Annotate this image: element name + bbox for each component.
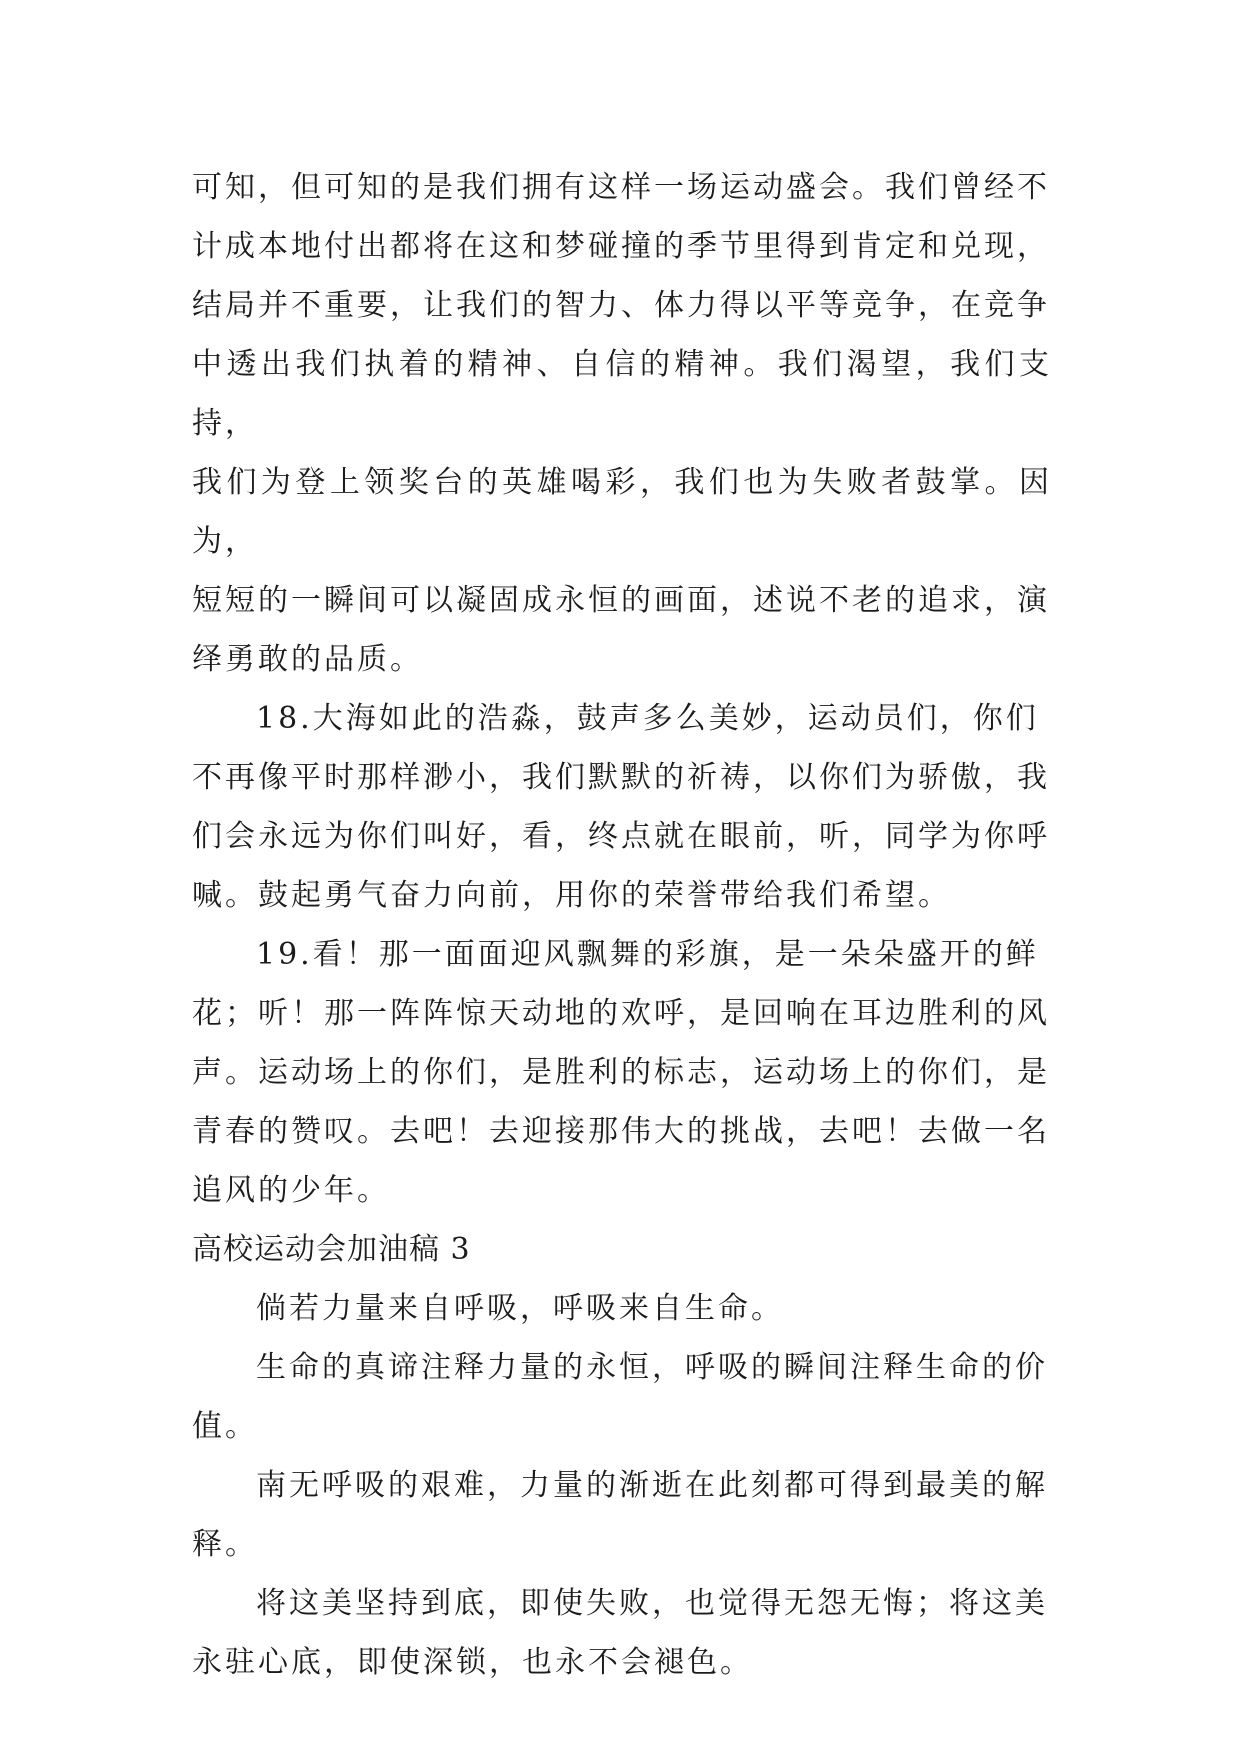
text-line: 花；听！那一阵阵惊天动地的欢呼，是回响在耳边胜利的风 xyxy=(192,996,1050,1031)
text-line: 计成本地付出都将在这和梦碰撞的季节里得到肯定和兑现， xyxy=(192,229,1050,264)
text-line: 喊。鼓起勇气奋力向前，用你的荣誉带给我们希望。 xyxy=(192,878,951,913)
text-line: 结局并不重要，让我们的智力、体力得以平等竞争，在竞争 xyxy=(192,288,1050,323)
paragraph-18 xyxy=(192,689,1052,925)
text-line: 中透出我们执着的精神、自信的精神。我们渴望，我们支持， xyxy=(192,347,1052,441)
text-line: 青春的赞叹。去吧！去迎接那伟大的挑战，去吧！去做一名 xyxy=(192,1114,1050,1149)
text-line: 倘若力量来自呼吸，呼吸来自生命。 xyxy=(256,1291,784,1326)
text-line: 短短的一瞬间可以凝固成永恒的画面，述说不老的追求，演 xyxy=(192,583,1050,618)
text-line: 生命的真谛注释力量的永恒，呼吸的瞬间注释生命的价 xyxy=(256,1350,1048,1385)
text-line: 将这美坚持到底，即使失败，也觉得无怨无悔；将这美 xyxy=(256,1586,1048,1621)
document-body xyxy=(192,158,1052,1692)
paragraph-19 xyxy=(192,925,1052,1220)
text-line: 可知，但可知的是我们拥有这样一场运动盛会。我们曾经不 xyxy=(192,170,1050,205)
text-line: 追风的少年。 xyxy=(192,1173,390,1208)
text-line: 声。运动场上的你们，是胜利的标志，运动场上的你们，是 xyxy=(192,1055,1050,1090)
text-line: 们会永远为你们叫好，看，终点就在眼前，听，同学为你呼 xyxy=(192,819,1050,854)
paragraph-breath xyxy=(192,1279,1052,1338)
paragraph-difficulty xyxy=(192,1456,1052,1574)
text-line: 我们为登上领奖台的英雄喝彩，我们也为失败者鼓掌。因为， xyxy=(192,465,1052,559)
text-line: 南无呼吸的艰难，力量的渐逝在此刻都可得到最美的解 xyxy=(256,1468,1048,1503)
paragraph-life xyxy=(192,1338,1052,1456)
text-line: 不再像平时那样渺小，我们默默的祈祷，以你们为骄傲，我 xyxy=(192,760,1050,795)
text-line: 值。 xyxy=(192,1409,258,1444)
text-line: 19.看！那一面面迎风飘舞的彩旗，是一朵朵盛开的鲜 xyxy=(256,937,1039,972)
paragraph-continued xyxy=(192,158,1052,689)
paragraph-persist xyxy=(192,1574,1052,1692)
text-line: 永驻心底，即使深锁，也永不会褪色。 xyxy=(192,1645,753,1680)
text-line: 绎勇敢的品质。 xyxy=(192,642,423,677)
text-line: 释。 xyxy=(192,1527,258,1562)
section-heading: 高校运动会加油稿 3 xyxy=(192,1232,471,1267)
text-line: 18.大海如此的浩淼，鼓声多么美妙，运动员们，你们 xyxy=(256,701,1039,736)
